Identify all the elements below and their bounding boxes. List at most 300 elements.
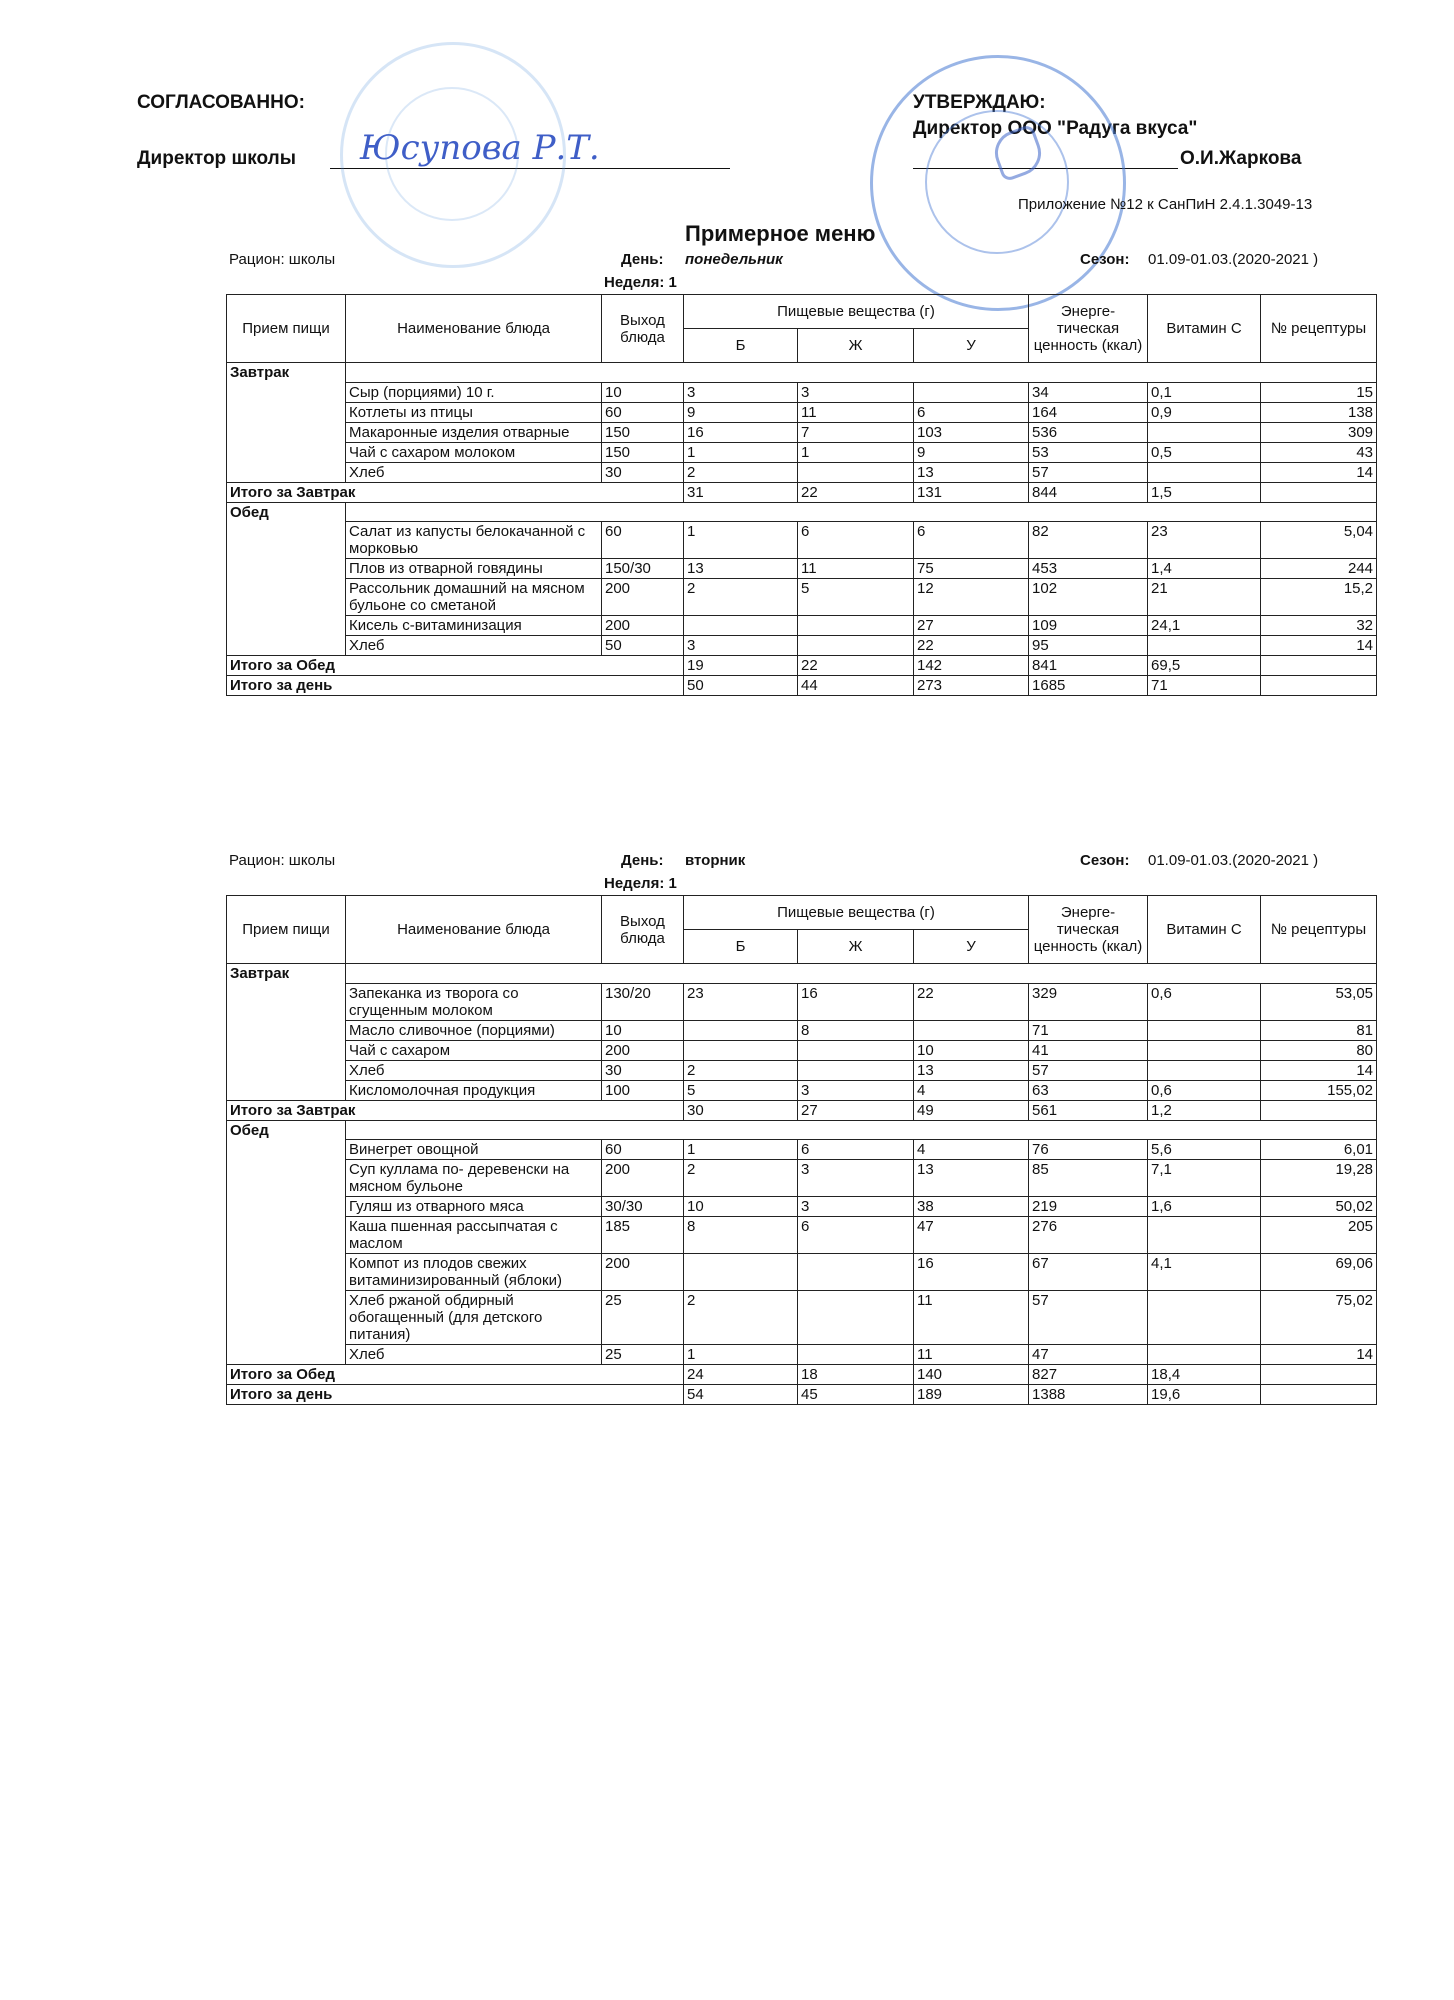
dish-name: Макаронные изделия отварные: [346, 422, 602, 442]
col-energy: Энерге-тическая ценность (ккал): [1029, 295, 1148, 363]
total-lunch-kcal: 841: [1029, 656, 1148, 676]
col-yield: Выход блюда: [602, 295, 684, 363]
dish-name: Чай с сахаром молоком: [346, 442, 602, 462]
dish-vitamin-c: 0,9: [1148, 402, 1261, 422]
meal-group-cell: [227, 616, 346, 636]
dish-vitamin-c: 1,6: [1148, 1197, 1261, 1217]
meal-group-cell: [227, 1080, 346, 1100]
total-lunch-fat: 22: [798, 656, 914, 676]
dish-vitamin-c: [1148, 462, 1261, 482]
day2-ration: Рацион: школы: [229, 852, 336, 869]
day-total-protein: 50: [684, 676, 798, 696]
dish-kcal: 95: [1029, 636, 1148, 656]
dish-yield: 10: [602, 1020, 684, 1040]
col-carbs: У: [914, 329, 1029, 363]
dish-fat: 16: [798, 983, 914, 1020]
table-row: [227, 1254, 1377, 1291]
dish-protein: [684, 1040, 798, 1060]
total-breakfast-carbs: 49: [914, 1100, 1029, 1120]
total-lunch-recipe: [1261, 1365, 1377, 1385]
day-total-carbs: 273: [914, 676, 1029, 696]
dish-kcal: 329: [1029, 983, 1148, 1020]
total-lunch-recipe: [1261, 656, 1377, 676]
dish-recipe: 53,05: [1261, 983, 1377, 1020]
dish-kcal: 57: [1029, 1060, 1148, 1080]
dish-yield: 200: [602, 616, 684, 636]
dish-vitamin-c: [1148, 1291, 1261, 1345]
agreed-label: СОГЛАСОВАННО:: [137, 92, 305, 113]
dish-protein: [684, 1020, 798, 1040]
dish-name: Каша пшенная рассыпчатая с маслом: [346, 1217, 602, 1254]
dish-recipe: 43: [1261, 442, 1377, 462]
dish-carbs: 11: [914, 1291, 1029, 1345]
dish-recipe: 75,02: [1261, 1291, 1377, 1345]
dish-name: Суп куллама по- деревенски на мясном бульоне: [346, 1160, 602, 1197]
dish-carbs: 75: [914, 559, 1029, 579]
dish-fat: [798, 1040, 914, 1060]
dish-yield: 30/30: [602, 1197, 684, 1217]
dish-yield: 150/30: [602, 559, 684, 579]
dish-protein: 16: [684, 422, 798, 442]
dish-recipe: 15,2: [1261, 579, 1377, 616]
dish-protein: 5: [684, 1080, 798, 1100]
total-lunch-carbs: 142: [914, 656, 1029, 676]
dish-vitamin-c: [1148, 636, 1261, 656]
total-lunch-fat: 18: [798, 1365, 914, 1385]
dish-vitamin-c: 0,6: [1148, 1080, 1261, 1100]
dish-recipe: 19,28: [1261, 1160, 1377, 1197]
dish-name: Кисель с-витаминизация: [346, 616, 602, 636]
meal-group-cell: [227, 1140, 346, 1160]
dish-vitamin-c: [1148, 1040, 1261, 1060]
dish-recipe: 14: [1261, 1345, 1377, 1365]
dish-recipe: 69,06: [1261, 1254, 1377, 1291]
dish-yield: 150: [602, 442, 684, 462]
table-row: [227, 422, 1377, 442]
dish-carbs: 22: [914, 983, 1029, 1020]
dish-recipe: 138: [1261, 402, 1377, 422]
dish-name: Винегрет овощной: [346, 1140, 602, 1160]
day-total-kcal: 1388: [1029, 1385, 1148, 1405]
dish-vitamin-c: [1148, 1217, 1261, 1254]
table-row: [227, 636, 1377, 656]
dish-fat: [798, 1345, 914, 1365]
table-row: [227, 1040, 1377, 1060]
dish-fat: [798, 616, 914, 636]
meal-group-cell: [227, 1345, 346, 1365]
company-director-name: О.И.Жаркова: [1180, 148, 1302, 169]
dish-carbs: 9: [914, 442, 1029, 462]
dish-yield: 185: [602, 1217, 684, 1254]
col-energy: Энерге-тическая ценность (ккал): [1029, 896, 1148, 964]
dish-fat: 8: [798, 1020, 914, 1040]
day2-season-value: 01.09-01.03.(2020-2021 ): [1148, 852, 1319, 869]
day1-day-label: День:: [621, 251, 664, 268]
dish-kcal: 276: [1029, 1217, 1148, 1254]
meal-group-cell: [227, 402, 346, 422]
spacer-cell: [346, 502, 1377, 522]
dish-carbs: 103: [914, 422, 1029, 442]
dish-recipe: 14: [1261, 1060, 1377, 1080]
meal-group-cell: [227, 522, 346, 559]
total-breakfast-carbs: 131: [914, 482, 1029, 502]
dish-protein: 1: [684, 442, 798, 462]
dish-yield: 25: [602, 1291, 684, 1345]
dish-carbs: 13: [914, 462, 1029, 482]
company-stamp-inner: [925, 110, 1069, 254]
dish-kcal: 85: [1029, 1160, 1148, 1197]
dish-vitamin-c: 24,1: [1148, 616, 1261, 636]
dish-kcal: 219: [1029, 1197, 1148, 1217]
dish-name: Хлеб: [346, 636, 602, 656]
dish-name: Компот из плодов свежих витаминизированный (яблоки): [346, 1254, 602, 1291]
dish-fat: 11: [798, 559, 914, 579]
dish-carbs: 13: [914, 1160, 1029, 1197]
total-lunch-carbs: 140: [914, 1365, 1029, 1385]
dish-name: Хлеб ржаной обдирный обогащенный (для детского питания): [346, 1291, 602, 1345]
col-meal: Прием пищи: [227, 896, 346, 964]
meal-label-lunch: Обед: [227, 1120, 346, 1140]
dish-kcal: 164: [1029, 402, 1148, 422]
dish-carbs: [914, 382, 1029, 402]
dish-fat: 3: [798, 1160, 914, 1197]
dish-kcal: 41: [1029, 1040, 1148, 1060]
dish-kcal: 536: [1029, 422, 1148, 442]
table-row: [227, 616, 1377, 636]
dish-yield: 50: [602, 636, 684, 656]
meal-group-cell: [227, 1040, 346, 1060]
meal-group-cell: [227, 442, 346, 462]
dish-vitamin-c: 21: [1148, 579, 1261, 616]
dish-vitamin-c: 7,1: [1148, 1160, 1261, 1197]
meal-group-cell: [227, 983, 346, 1020]
day-total-protein: 54: [684, 1385, 798, 1405]
dish-yield: 100: [602, 1080, 684, 1100]
spacer-cell: [346, 964, 1377, 984]
dish-recipe: 50,02: [1261, 1197, 1377, 1217]
dish-name: Хлеб: [346, 1060, 602, 1080]
col-recipe: № рецептуры: [1261, 896, 1377, 964]
dish-yield: 30: [602, 1060, 684, 1080]
day-total-vitamin-c: 71: [1148, 676, 1261, 696]
table-row: [227, 522, 1377, 559]
dish-fat: 5: [798, 579, 914, 616]
dish-kcal: 57: [1029, 1291, 1148, 1345]
dish-yield: 200: [602, 1254, 684, 1291]
col-nutrients: Пищевые вещества (г): [684, 896, 1029, 930]
day1-season-value: 01.09-01.03.(2020-2021 ): [1148, 251, 1319, 268]
total-breakfast-kcal: 844: [1029, 482, 1148, 502]
dish-kcal: 71: [1029, 1020, 1148, 1040]
dish-name: Сыр (порциями) 10 г.: [346, 382, 602, 402]
col-protein: Б: [684, 329, 798, 363]
dish-recipe: 81: [1261, 1020, 1377, 1040]
dish-fat: 3: [798, 1080, 914, 1100]
company-director: Директор ООО "Радуга вкуса": [913, 118, 1198, 139]
meal-label-breakfast: Завтрак: [227, 363, 346, 383]
dish-carbs: 6: [914, 402, 1029, 422]
day-total-label: Итого за день: [227, 1385, 684, 1405]
dish-recipe: 15: [1261, 382, 1377, 402]
dish-vitamin-c: [1148, 422, 1261, 442]
total-breakfast-row: [227, 482, 1377, 502]
total-lunch-vitamin-c: 69,5: [1148, 656, 1261, 676]
dish-name: Запеканка из творога со сгущенным молоком: [346, 983, 602, 1020]
dish-yield: 150: [602, 422, 684, 442]
col-nutrients: Пищевые вещества (г): [684, 295, 1029, 329]
school-director-label: Директор школы: [137, 148, 296, 169]
table-row: [227, 579, 1377, 616]
dish-vitamin-c: 23: [1148, 522, 1261, 559]
dish-recipe: 14: [1261, 636, 1377, 656]
col-recipe: № рецептуры: [1261, 295, 1377, 363]
dish-carbs: 6: [914, 522, 1029, 559]
dish-carbs: 27: [914, 616, 1029, 636]
dish-kcal: 102: [1029, 579, 1148, 616]
dish-carbs: 11: [914, 1345, 1029, 1365]
col-protein: Б: [684, 930, 798, 964]
dish-carbs: 22: [914, 636, 1029, 656]
dish-protein: 3: [684, 382, 798, 402]
day-total-recipe: [1261, 676, 1377, 696]
table-row: [227, 1080, 1377, 1100]
meal-group-cell: [227, 382, 346, 402]
day1-week: Неделя: 1: [604, 274, 677, 291]
meal-group-cell: [227, 559, 346, 579]
meal-group-cell: [227, 1254, 346, 1291]
col-vitamin-c: Витамин С: [1148, 896, 1261, 964]
dish-protein: 3: [684, 636, 798, 656]
dish-recipe: 14: [1261, 462, 1377, 482]
table-row: [227, 1197, 1377, 1217]
spacer-cell: [346, 1120, 1377, 1140]
col-fat: Ж: [798, 329, 914, 363]
dish-recipe: 6,01: [1261, 1140, 1377, 1160]
total-lunch-label: Итого за Обед: [227, 1365, 684, 1385]
dish-carbs: 16: [914, 1254, 1029, 1291]
table-row: [227, 462, 1377, 482]
col-yield: Выход блюда: [602, 896, 684, 964]
dish-protein: 23: [684, 983, 798, 1020]
day1-season-label: Сезон:: [1080, 251, 1130, 268]
col-carbs: У: [914, 930, 1029, 964]
meal-label-lunch: Обед: [227, 502, 346, 522]
dish-yield: 10: [602, 382, 684, 402]
dish-kcal: 109: [1029, 616, 1148, 636]
dish-carbs: 47: [914, 1217, 1029, 1254]
dish-recipe: 5,04: [1261, 522, 1377, 559]
total-lunch-row: [227, 1365, 1377, 1385]
dish-protein: [684, 616, 798, 636]
day-total-vitamin-c: 19,6: [1148, 1385, 1261, 1405]
dish-vitamin-c: [1148, 1060, 1261, 1080]
table-row: [227, 559, 1377, 579]
school-signature: Юсупова Р.Т.: [360, 128, 600, 168]
dish-vitamin-c: [1148, 1345, 1261, 1365]
dish-carbs: 13: [914, 1060, 1029, 1080]
day-total-row: [227, 676, 1377, 696]
dish-recipe: 309: [1261, 422, 1377, 442]
table-row: [227, 1140, 1377, 1160]
dish-vitamin-c: 0,5: [1148, 442, 1261, 462]
day2-day-label: День:: [621, 852, 664, 869]
total-lunch-kcal: 827: [1029, 1365, 1148, 1385]
total-breakfast-recipe: [1261, 482, 1377, 502]
dish-protein: 8: [684, 1217, 798, 1254]
meal-group-cell: [227, 1197, 346, 1217]
day1-menu-table: [226, 294, 1377, 696]
day2-season-label: Сезон:: [1080, 852, 1130, 869]
total-breakfast-label: Итого за Завтрак: [227, 482, 684, 502]
meal-group-cell: [227, 1060, 346, 1080]
dish-name: Хлеб: [346, 462, 602, 482]
dish-protein: 2: [684, 1291, 798, 1345]
day2-week: Неделя: 1: [604, 875, 677, 892]
total-breakfast-fat: 22: [798, 482, 914, 502]
dish-protein: 10: [684, 1197, 798, 1217]
school-stamp-inner: [385, 87, 519, 221]
dish-fat: 6: [798, 522, 914, 559]
col-dish: Наименование блюда: [346, 295, 602, 363]
total-breakfast-vitamin-c: 1,5: [1148, 482, 1261, 502]
meal-group-cell: [227, 422, 346, 442]
dish-fat: [798, 636, 914, 656]
total-breakfast-label: Итого за Завтрак: [227, 1100, 684, 1120]
dish-name: Плов из отварной говядины: [346, 559, 602, 579]
dish-protein: 2: [684, 462, 798, 482]
dish-yield: 25: [602, 1345, 684, 1365]
dish-name: Чай с сахаром: [346, 1040, 602, 1060]
col-meal: Прием пищи: [227, 295, 346, 363]
dish-recipe: 80: [1261, 1040, 1377, 1060]
dish-name: Котлеты из птицы: [346, 402, 602, 422]
table-row: [227, 442, 1377, 462]
dish-kcal: 47: [1029, 1345, 1148, 1365]
total-lunch-label: Итого за Обед: [227, 656, 684, 676]
dish-fat: 11: [798, 402, 914, 422]
dish-vitamin-c: 1,4: [1148, 559, 1261, 579]
dish-yield: 200: [602, 579, 684, 616]
dish-carbs: 4: [914, 1080, 1029, 1100]
dish-name: Гуляш из отварного мяса: [346, 1197, 602, 1217]
table-row: [227, 1060, 1377, 1080]
dish-yield: 30: [602, 462, 684, 482]
dish-yield: 200: [602, 1040, 684, 1060]
dish-vitamin-c: [1148, 1020, 1261, 1040]
dish-kcal: 57: [1029, 462, 1148, 482]
table-row: [227, 382, 1377, 402]
total-lunch-vitamin-c: 18,4: [1148, 1365, 1261, 1385]
dish-name: Кисломолочная продукция: [346, 1080, 602, 1100]
table-row: [227, 983, 1377, 1020]
meal-group-cell: [227, 636, 346, 656]
dish-protein: 1: [684, 1345, 798, 1365]
dish-yield: 60: [602, 1140, 684, 1160]
day-total-fat: 44: [798, 676, 914, 696]
dish-kcal: 53: [1029, 442, 1148, 462]
dish-name: Рассольник домашний на мясном бульоне со сметаной: [346, 579, 602, 616]
dish-carbs: 4: [914, 1140, 1029, 1160]
dish-vitamin-c: 5,6: [1148, 1140, 1261, 1160]
day1-day-value: понедельник: [685, 251, 783, 268]
meal-group-cell: [227, 1020, 346, 1040]
meal-group-cell: [227, 1160, 346, 1197]
dish-kcal: 34: [1029, 382, 1148, 402]
dish-protein: 1: [684, 522, 798, 559]
dish-name: Масло сливочное (порциями): [346, 1020, 602, 1040]
dish-carbs: 12: [914, 579, 1029, 616]
dish-yield: 60: [602, 402, 684, 422]
table-row: [227, 1345, 1377, 1365]
dish-yield: 60: [602, 522, 684, 559]
total-breakfast-protein: 30: [684, 1100, 798, 1120]
dish-fat: 7: [798, 422, 914, 442]
meal-group-cell: [227, 462, 346, 482]
day-total-kcal: 1685: [1029, 676, 1148, 696]
dish-fat: 1: [798, 442, 914, 462]
dish-recipe: 244: [1261, 559, 1377, 579]
spacer-cell: [346, 363, 1377, 383]
dish-fat: 6: [798, 1140, 914, 1160]
dish-protein: 1: [684, 1140, 798, 1160]
dish-fat: [798, 1060, 914, 1080]
table-row: [227, 1291, 1377, 1345]
meal-group-cell: [227, 1217, 346, 1254]
total-lunch-protein: 24: [684, 1365, 798, 1385]
day2-day-value: вторник: [685, 852, 746, 869]
day-total-recipe: [1261, 1385, 1377, 1405]
dish-fat: [798, 1254, 914, 1291]
meal-label-breakfast: Завтрак: [227, 964, 346, 984]
dish-name: Хлеб: [346, 1345, 602, 1365]
total-breakfast-protein: 31: [684, 482, 798, 502]
total-breakfast-recipe: [1261, 1100, 1377, 1120]
day-total-row: [227, 1385, 1377, 1405]
table-row: [227, 402, 1377, 422]
dish-kcal: 67: [1029, 1254, 1148, 1291]
col-dish: Наименование блюда: [346, 896, 602, 964]
day2-menu-table: [226, 895, 1377, 1405]
dish-fat: [798, 1291, 914, 1345]
approve-label: УТВЕРЖДАЮ:: [913, 92, 1046, 113]
day1-ration: Рацион: школы: [229, 251, 336, 268]
dish-carbs: [914, 1020, 1029, 1040]
dish-protein: 2: [684, 1160, 798, 1197]
meal-group-cell: [227, 1291, 346, 1345]
dish-protein: 2: [684, 1060, 798, 1080]
meal-group-cell: [227, 579, 346, 616]
table-row: [227, 1020, 1377, 1040]
col-fat: Ж: [798, 930, 914, 964]
dish-recipe: 32: [1261, 616, 1377, 636]
dish-yield: 130/20: [602, 983, 684, 1020]
dish-kcal: 82: [1029, 522, 1148, 559]
dish-vitamin-c: 0,6: [1148, 983, 1261, 1020]
col-vitamin-c: Витамин С: [1148, 295, 1261, 363]
dish-fat: [798, 462, 914, 482]
total-breakfast-fat: 27: [798, 1100, 914, 1120]
dish-carbs: 38: [914, 1197, 1029, 1217]
dish-fat: 3: [798, 1197, 914, 1217]
dish-yield: 200: [602, 1160, 684, 1197]
dish-protein: 13: [684, 559, 798, 579]
dish-vitamin-c: 0,1: [1148, 382, 1261, 402]
dish-name: Салат из капусты белокачанной с морковью: [346, 522, 602, 559]
day-total-label: Итого за день: [227, 676, 684, 696]
total-lunch-row: [227, 656, 1377, 676]
total-lunch-protein: 19: [684, 656, 798, 676]
dish-carbs: 10: [914, 1040, 1029, 1060]
